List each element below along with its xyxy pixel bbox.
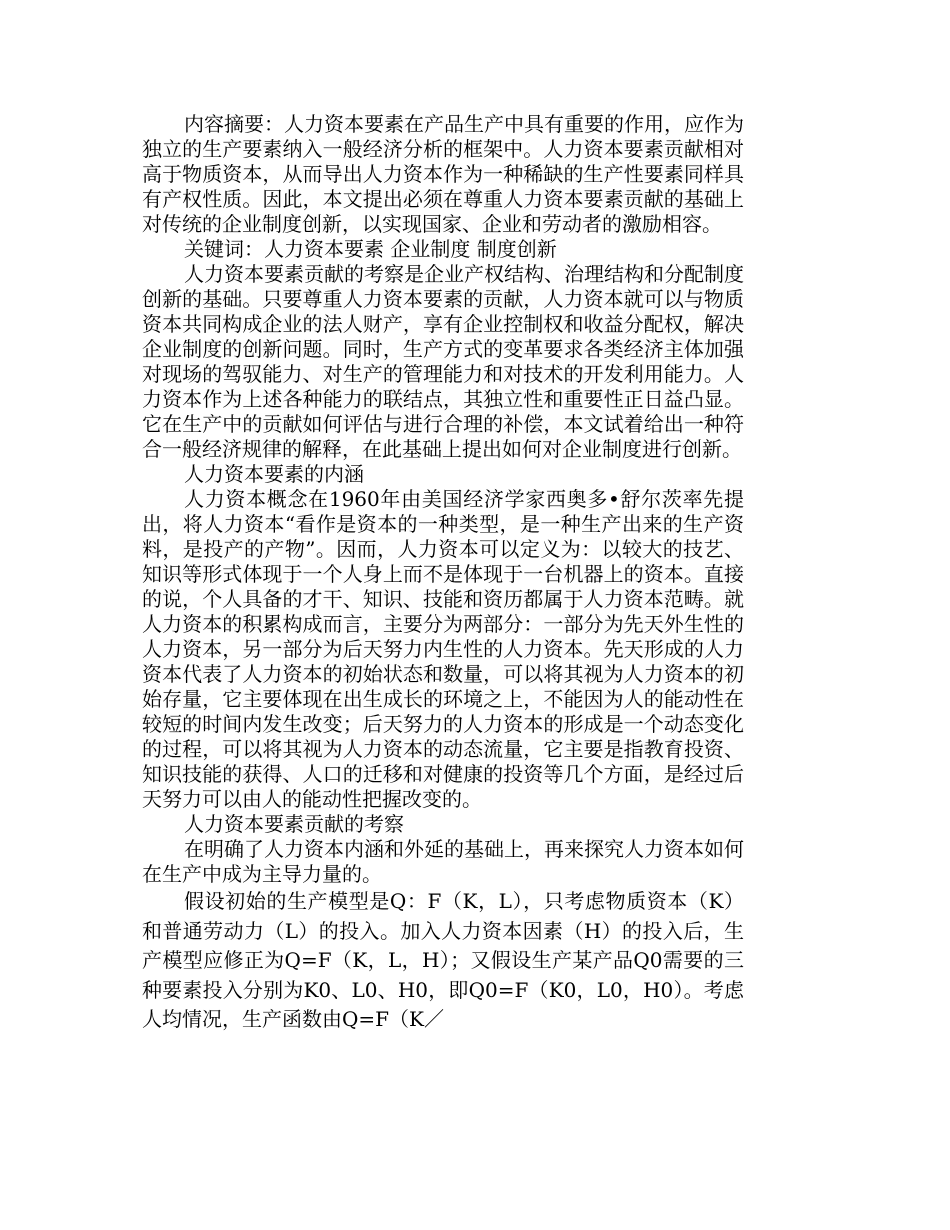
model-paragraph: 假设初始的生产模型是Q：F（K，L），只考虑物质资本（K）和普通劳动力（L）的投入。加入人力资本因素（H）的投入后，生产模型应修正为Q=F（K，L，H）；又假设生产某产品Q0需要的三种要素投入分别为K0、L0、H0，即Q0=F（K0，L0，H0）。考虑人均情况，生产函数由Q=F（K／ bbox=[142, 889, 744, 1031]
section-heading: 人力资本要素的内涵 bbox=[184, 462, 364, 486]
section-heading: 人力资本要素贡献的考察 bbox=[184, 812, 404, 836]
body-paragraph: 在明确了人力资本内涵和外延的基础上，再来探究人力资本如何在生产中成为主导力量的。 bbox=[142, 837, 744, 886]
keywords-paragraph: 关键词：人力资本要素 企业制度 制度创新 bbox=[184, 237, 557, 261]
document-body bbox=[142, 112, 744, 1035]
abstract-paragraph: 内容摘要：人力资本要素在产品生产中具有重要的作用，应作为独立的生产要素纳入一般经济分析的框架中。人力资本要素贡献相对高于物质资本，从而导出人力资本作为一种稀缺的生产性要素同样具有产权性质。因此，本文提出必须在尊重人力资本要素贡献的基础上对传统的企业制度创新，以实现国家、企业和劳动者的激励相容。 bbox=[142, 112, 744, 236]
body-paragraph: 人力资本概念在1960年由美国经济学家西奥多•舒尔茨率先提出，将人力资本“看作是资本的一种类型，是一种生产出来的生产资料，是投产的产物”。因而，人力资本可以定义为：以较大的技艺、知识等形式体现于一个人身上而不是体现于一台机器上的资本。直接的说，个人具备的才干、知识、技能和资历都属于人力资本范畴。就人力资本的积累构成而言，主要分为两部分：一部分为先天外生性的人力资本，另一部分为后天努力内生性的人力资本。先天形成的人力资本代表了人力资本的初始状态和数量，可以将其视为人力资本的初始存量，它主要体现在出生成长的环境之上，不能因为人的能动性在较短的时间内发生改变；后天努力的人力资本的形成是一个动态变化的过程，可以将其视为人力资本的动态流量，它主要是指教育投资、知识技能的获得、人口的迁移和对健康的投资等几个方面，是经过后天努力可以由人的能动性把握改变的。 bbox=[142, 487, 744, 811]
body-paragraph: 人力资本要素贡献的考察是企业产权结构、治理结构和分配制度创新的基础。只要尊重人力资本要素的贡献，人力资本就可以与物质资本共同构成企业的法人财产，享有企业控制权和收益分配权，解决企业制度的创新问题。同时，生产方式的变革要求各类经济主体加强对现场的驾驭能力、对生产的管理能力和对技术的开发利用能力。人力资本作为上述各种能力的联结点，其独立性和重要性正日益凸显。它在生产中的贡献如何评估与进行合理的补偿，本文试着给出一种符合一般经济规律的解释，在此基础上提出如何对企业制度进行创新。 bbox=[142, 262, 744, 461]
